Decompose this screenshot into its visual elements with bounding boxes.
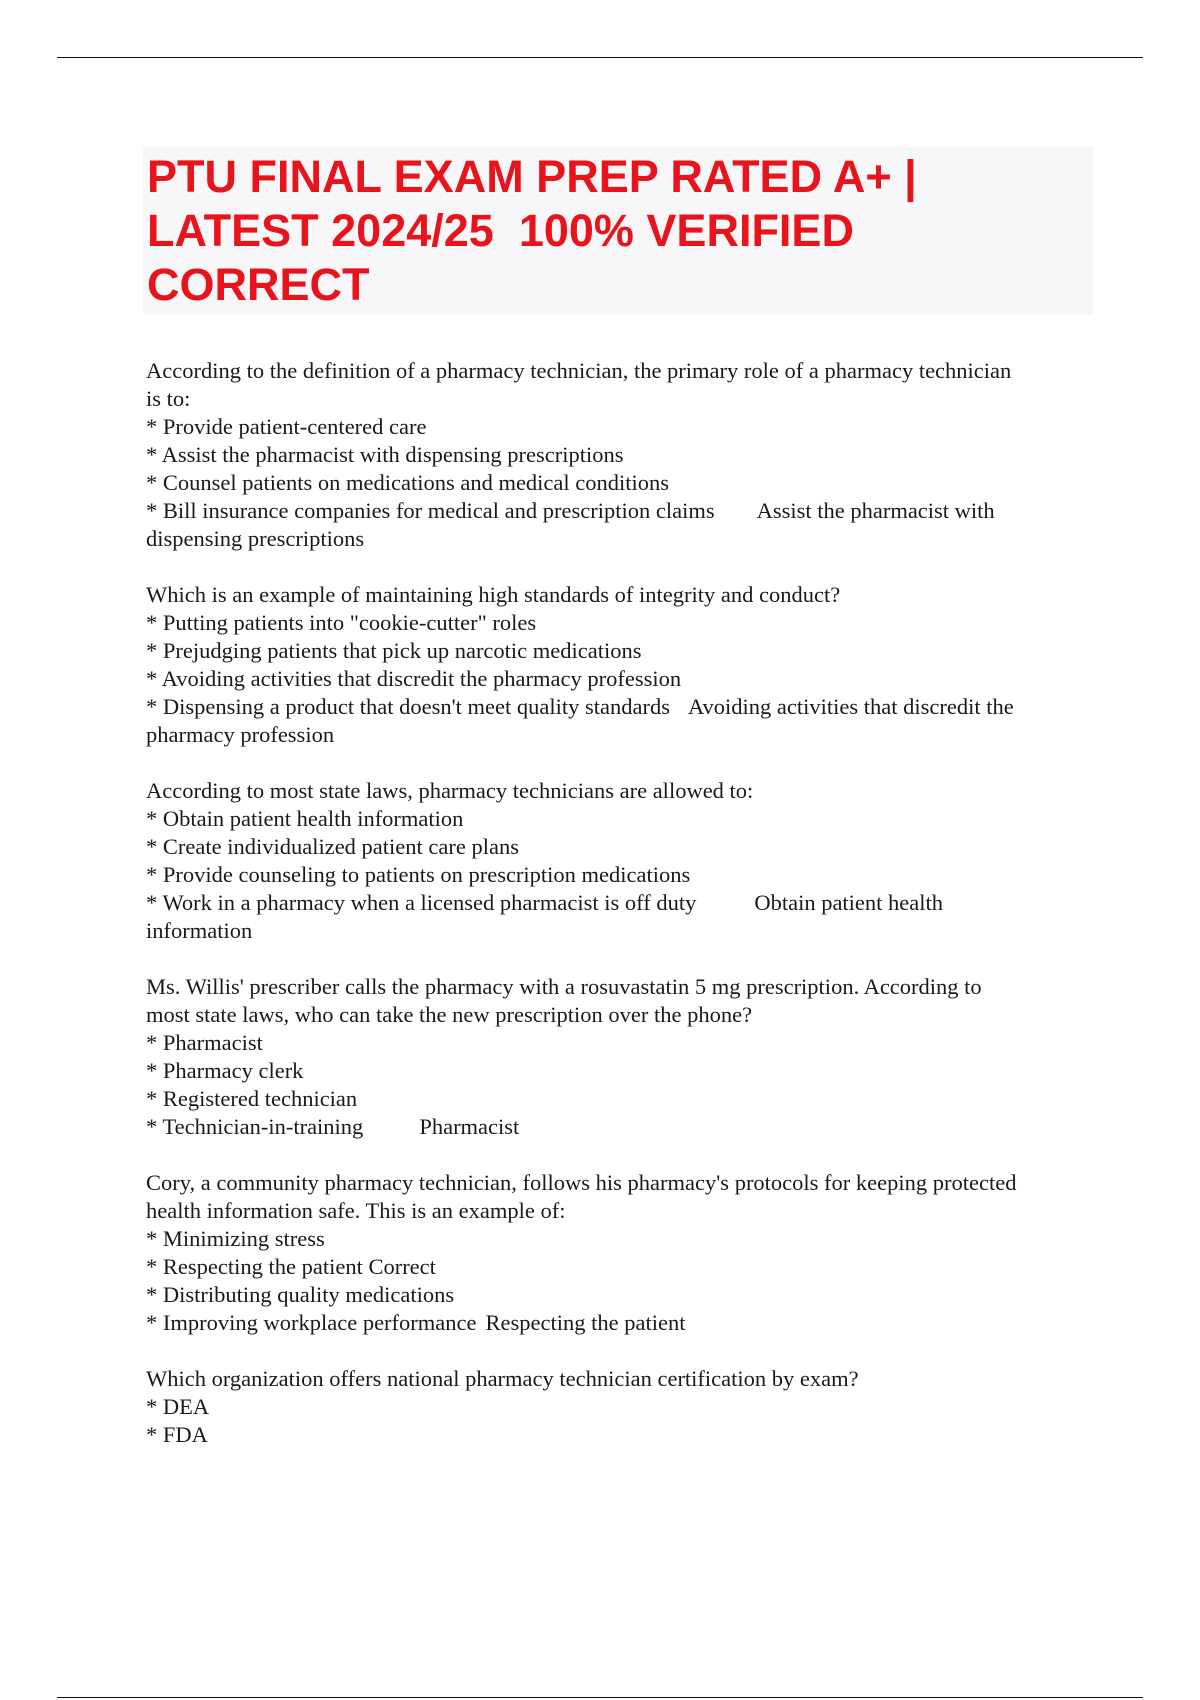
question-block-1: [146, 357, 1106, 553]
answer-text: Avoiding activities that discredit the: [687, 694, 1014, 719]
question-text: Which is an example of maintaining high standards of integrity and conduct?: [146, 582, 841, 607]
option-text: * Dispensing a product that doesn't meet quality standards: [146, 694, 670, 719]
option-text: * Putting patients into "cookie-cutter" roles: [146, 610, 537, 635]
answer-text: Respecting the patient: [485, 1310, 686, 1335]
option-text: * FDA: [146, 1422, 208, 1447]
option-text: * Respecting the patient Correct: [146, 1254, 436, 1279]
option-text: * Obtain patient health information: [146, 806, 464, 831]
question-block-4: [146, 973, 1106, 1141]
option-text: * Provide counseling to patients on prescription medications: [146, 862, 691, 887]
question-text: most state laws, who can take the new prescription over the phone?: [146, 1002, 753, 1027]
title-line-1: PTU FINAL EXAM PREP RATED A+ |: [147, 151, 917, 202]
question-text: is to:: [146, 386, 191, 411]
option-text: * Prejudging patients that pick up narcotic medications: [146, 638, 642, 663]
document-title: [147, 150, 1089, 312]
title-banner: [143, 146, 1093, 314]
answer-text-continued: information: [146, 918, 253, 943]
option-text: * Distributing quality medications: [146, 1282, 455, 1307]
top-rule: [57, 57, 1143, 58]
option-text: * Registered technician: [146, 1086, 358, 1111]
answer-text-continued: dispensing prescriptions: [146, 526, 365, 551]
option-answer-line: [146, 693, 1106, 721]
option-answer-line: [146, 889, 1106, 917]
question-text: health information safe. This is an example of:: [146, 1198, 566, 1223]
option-text: * Counsel patients on medications and medical conditions: [146, 470, 670, 495]
question-text: According to the definition of a pharmacy technician, the primary role of a pharmacy technician: [146, 358, 1012, 383]
option-answer-line: [146, 1309, 1106, 1337]
option-text: * Create individualized patient care plans: [146, 834, 519, 859]
question-text: Ms. Willis' prescriber calls the pharmacy with a rosuvastatin 5 mg prescription. According to: [146, 974, 982, 999]
answer-text: Pharmacist: [419, 1114, 520, 1139]
answer-text: Obtain patient health: [754, 890, 944, 915]
option-text: * Minimizing stress: [146, 1226, 325, 1251]
answer-text-continued: pharmacy profession: [146, 722, 335, 747]
question-block-6: [146, 1365, 1106, 1449]
option-text: * Provide patient-centered care: [146, 414, 427, 439]
title-line-2: LATEST 2024/25 100% VERIFIED: [147, 205, 854, 256]
question-list: [146, 357, 1106, 1477]
option-text: * Technician-in-training: [146, 1114, 364, 1139]
title-line-3: CORRECT: [147, 259, 370, 310]
answer-text: Assist the pharmacist with: [756, 498, 995, 523]
option-text: * Bill insurance companies for medical and prescription claims: [146, 498, 715, 523]
question-text: According to most state laws, pharmacy technicians are allowed to:: [146, 778, 754, 803]
question-block-5: [146, 1169, 1106, 1337]
option-text: * Assist the pharmacist with dispensing prescriptions: [146, 442, 624, 467]
question-text: Which organization offers national pharmacy technician certification by exam?: [146, 1366, 859, 1391]
option-text: * Work in a pharmacy when a licensed pharmacist is off duty: [146, 890, 697, 915]
question-block-3: [146, 777, 1106, 945]
option-answer-line: [146, 497, 1106, 525]
option-text: * Pharmacist: [146, 1030, 263, 1055]
option-text: * Pharmacy clerk: [146, 1058, 304, 1083]
question-text: Cory, a community pharmacy technician, follows his pharmacy's protocols for keeping protected: [146, 1170, 1017, 1195]
option-text: * Improving workplace performance: [146, 1310, 477, 1335]
option-answer-line: [146, 1113, 1106, 1141]
option-text: * DEA: [146, 1394, 210, 1419]
question-block-2: [146, 581, 1106, 749]
bottom-rule: [57, 1697, 1143, 1698]
option-text: * Avoiding activities that discredit the pharmacy profession: [146, 666, 682, 691]
